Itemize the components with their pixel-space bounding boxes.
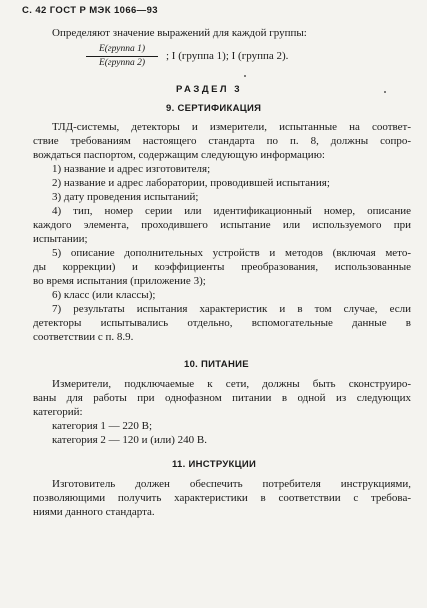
s9-line: ствие требованиям настоящего стандарта по п. 8, должны сопро- — [33, 135, 411, 147]
section-label: РАЗДЕЛ 3 — [176, 84, 243, 95]
s9-list-item: 3) дату проведения испытаний; — [52, 191, 199, 203]
formula-fraction — [86, 44, 158, 69]
formula-denominator: E(группа 2) — [98, 58, 146, 68]
s9-list-item: 1) название и адрес изготовителя; — [52, 163, 211, 175]
section-10-heading: 10. ПИТАНИЕ — [184, 359, 249, 370]
s9-line: во время испытания (приложение 3); — [33, 275, 206, 287]
s10-line: Измерители, подключаемые к сети, должны быть сконструиро- — [52, 378, 411, 390]
s9-list-item: 4) тип, номер серии или идентификационный номер, описание — [52, 205, 411, 217]
formula-numerator: E(группа 1) — [86, 44, 158, 57]
s11-line: Изготовитель должен обеспечить потребителя инструкциями, — [52, 478, 411, 490]
s9-line: ды коррекции) и коэффициенты преобразования, использованные — [33, 261, 411, 273]
s9-line: соответствии с п. 8.9. — [33, 331, 134, 343]
s9-list-item: 5) описание дополнительных устройств и методов (включая мето- — [52, 247, 411, 259]
s9-line: испытании; — [33, 233, 88, 245]
s11-line: позволяющими получить характеристики в соответствии с требова- — [33, 492, 411, 504]
s9-line: каждого элемента, проходившего испытание или используемого при — [33, 219, 411, 231]
formula-rest: ; I (группа 1); I (группа 2). — [166, 50, 289, 62]
intro-text: Определяют значение выражений для каждой группы: — [52, 27, 307, 39]
running-head: С. 42 ГОСТ Р МЭК 1066—93 — [22, 5, 158, 16]
s9-list-item: 6) класс (или классы); — [52, 289, 156, 301]
scan-speck — [244, 75, 246, 77]
s11-line: ниями данного стандарта. — [33, 506, 155, 518]
s10-category: категория 1 — 220 В; — [52, 420, 153, 432]
s10-line: ваны для работы при однофазном питании в одной из следующих — [33, 392, 411, 404]
s9-line: ТЛД-системы, детекторы и измерители, испытанные на соответ- — [52, 121, 411, 133]
s9-line: детекторы испытывались отдельно, вспомогательные данные в — [33, 317, 411, 329]
s9-list-item: 2) название и адрес лаборатории, проводившей испытания; — [52, 177, 330, 189]
s9-line: вождаться паспортом, содержащим следующую информацию: — [33, 149, 325, 161]
section-9-heading: 9. СЕРТИФИКАЦИЯ — [166, 103, 262, 114]
section-11-heading: 11. ИНСТРУКЦИИ — [172, 459, 257, 470]
scan-speck — [384, 91, 386, 93]
s9-list-item: 7) результаты испытания характеристик и в том случае, если — [52, 303, 411, 315]
s10-line: категорий: — [33, 406, 83, 418]
s10-category: категория 2 — 120 и (или) 240 В. — [52, 434, 207, 446]
